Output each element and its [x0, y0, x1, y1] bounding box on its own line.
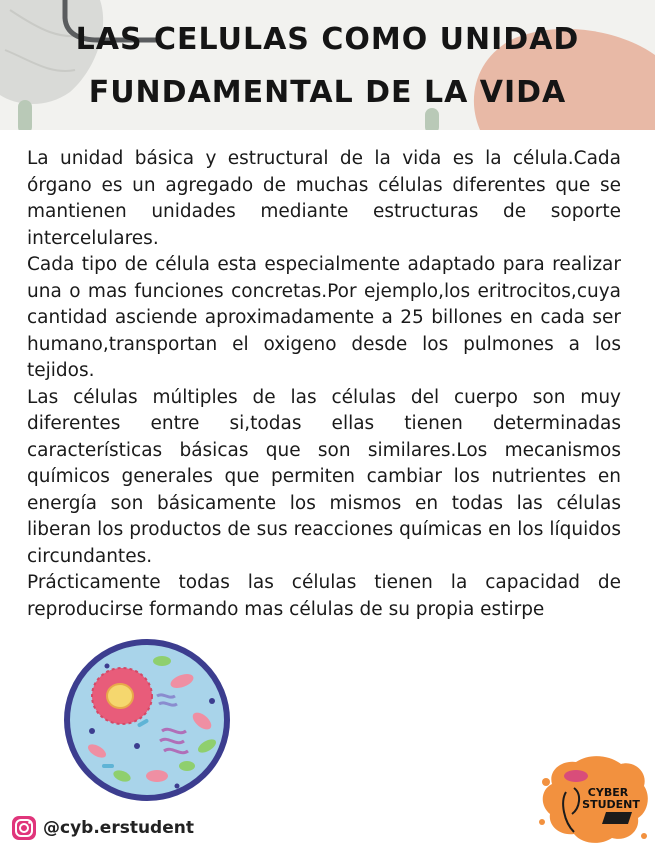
paragraph: Prácticamente todas las células tienen la capacidad de reproducirse formando mas células de su propia estirpe	[27, 572, 621, 620]
body-text	[27, 146, 621, 623]
logo-text-line-1: CYBER	[587, 786, 629, 799]
social-handle-block[interactable]	[11, 815, 194, 841]
page-title-line-1: LAS CELULAS COMO UNIDAD	[75, 22, 580, 57]
cell-illustration	[62, 636, 232, 804]
paragraph: Las células múltiples de las células del cuerpo son muy diferentes entre si,todas ellas tienen determinadas características básicas que son similares.Los mecanismos químicos generales que permiten cambiar los nutrientes en energía son básicamente los mismos en todas las células liberan los productos de sus reacciones químicas en los líquidos circundantes.	[27, 386, 621, 567]
header-banner	[0, 0, 655, 130]
page-title-line-2: FUNDAMENTAL DE LA VIDA	[88, 75, 567, 110]
social-handle-text: @cyb.erstudent	[43, 818, 194, 838]
paragraph: Cada tipo de célula esta especialmente adaptado para realizar una o mas funciones concretas.Por ejemplo,los eritrocitos,cuya cantidad asciende aproximadamente a 25 billones en cada ser humano,transportan el oxigeno desde los pulmones a los tejidos.	[27, 254, 621, 381]
cyber-student-logo	[536, 752, 651, 846]
paragraph: La unidad básica y estructural de la vida es la célula.Cada órgano es un agregado de muchas células diferentes que se mantienen unidades mediante estructuras de soporte intercelulares.	[27, 148, 621, 249]
logo-text-line-2: STUDENT	[582, 798, 640, 811]
instagram-icon	[11, 815, 37, 841]
header-decoration	[0, 0, 655, 130]
